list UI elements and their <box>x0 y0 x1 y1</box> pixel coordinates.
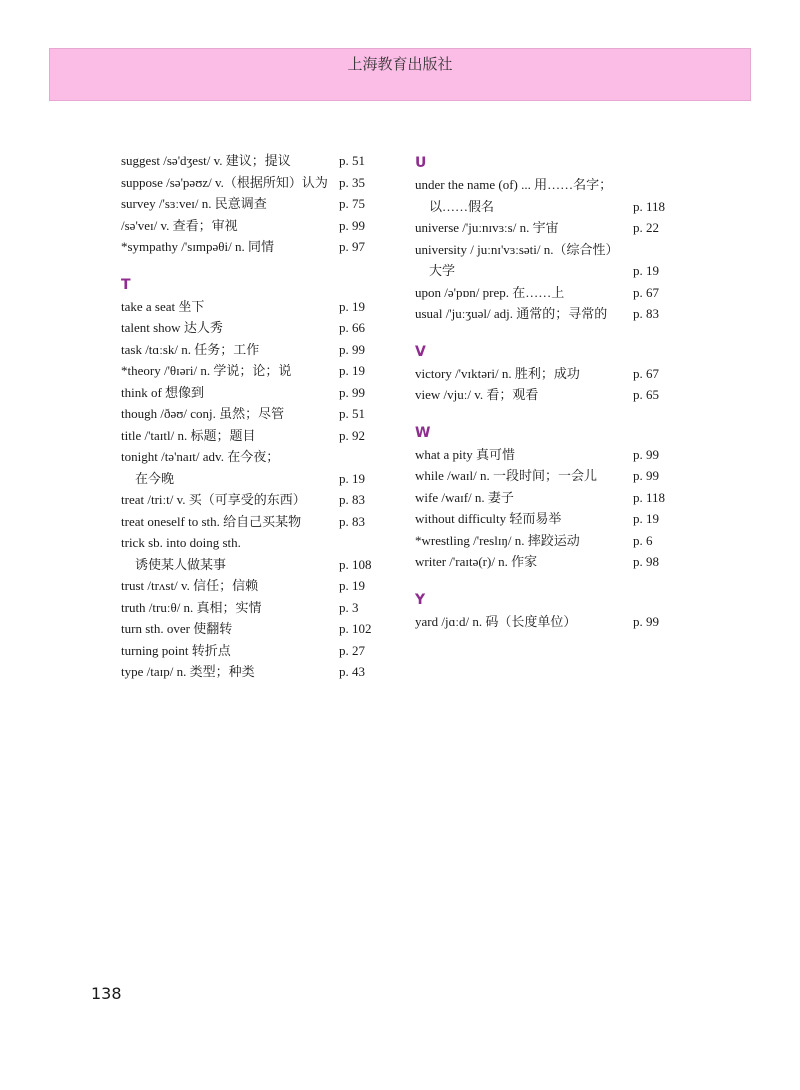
glossary-entry <box>121 403 381 425</box>
glossary-entry <box>415 174 675 217</box>
entry-headword: without difficulty 轻而易举 <box>415 511 562 526</box>
glossary-left-column <box>121 150 381 683</box>
glossary-entry <box>415 487 675 509</box>
entry-page-ref: p. 19 <box>633 511 659 526</box>
glossary-entry <box>415 611 675 633</box>
entry-page-ref: p. 66 <box>339 320 365 335</box>
header-banner <box>49 48 751 101</box>
entry-continuation: 大学 <box>429 263 456 278</box>
entry-page-ref: p. 75 <box>339 196 365 211</box>
entry-headword: tonight /tə'naɪt/ adv. 在今夜； <box>121 449 280 464</box>
entry-headword: take a seat 坐下 <box>121 298 205 314</box>
entry-page-ref: p. 35 <box>339 174 365 190</box>
glossary-entry <box>121 640 381 662</box>
glossary-entry <box>121 236 381 258</box>
glossary-entry <box>121 172 381 194</box>
entry-headword: victory /'vɪktəri/ n. 胜利；成功 <box>415 365 580 381</box>
glossary-entry <box>415 363 675 385</box>
entry-page-ref: p. 27 <box>339 642 365 658</box>
glossary-right-column <box>415 150 675 632</box>
entry-headword: what a pity 真可惜 <box>415 446 516 462</box>
entry-page-ref: p. 19 <box>339 363 365 378</box>
glossary-entry <box>415 508 675 530</box>
entry-page-ref: p. 99 <box>633 468 659 483</box>
section-letter: T <box>121 276 131 293</box>
glossary-entry <box>121 296 381 318</box>
entry-page-ref: p. 99 <box>633 613 659 629</box>
entry-page-ref: p. 6 <box>633 532 653 548</box>
glossary-entry <box>121 446 381 489</box>
entry-continuation: 在今晚 <box>135 470 175 486</box>
entry-page-ref: p. 97 <box>339 239 365 254</box>
glossary-entry <box>121 382 381 404</box>
entry-headword: type /taɪp/ n. 类型；种类 <box>121 664 255 679</box>
entry-headword: /sə'veɪ/ v. 查看；审视 <box>121 217 238 233</box>
entry-headword: trust /trʌst/ v. 信任；信赖 <box>121 578 259 593</box>
entry-headword: survey /'sɜːveɪ/ n. 民意调查 <box>121 196 267 211</box>
entry-headword: wife /waɪf/ n. 妻子 <box>415 489 514 505</box>
entry-page-ref: p. 102 <box>339 621 372 636</box>
section-letter: Y <box>415 591 426 608</box>
entry-page-ref: p. 99 <box>633 446 659 462</box>
glossary-entry <box>121 425 381 447</box>
entry-page-ref: p. 51 <box>339 406 365 421</box>
page-number: 138 <box>91 984 122 1003</box>
entry-headword: turn sth. over 使翻转 <box>121 621 233 636</box>
glossary-entry <box>415 530 675 552</box>
glossary-entry <box>121 489 381 511</box>
entry-headword: treat oneself to sth. 给自己买某物 <box>121 513 302 529</box>
entry-page-ref: p. 43 <box>339 664 365 679</box>
entry-page-ref: p. 19 <box>339 298 365 314</box>
glossary-entry <box>415 217 675 239</box>
glossary-entry <box>121 215 381 237</box>
glossary-entry <box>121 317 381 339</box>
glossary-entry <box>121 360 381 382</box>
glossary-entry <box>415 303 675 325</box>
entry-headword: suppose /sə'pəʊz/ v.（根据所知）认为 <box>121 174 328 190</box>
glossary-entry <box>415 239 675 282</box>
entry-page-ref: p. 99 <box>339 384 365 400</box>
entry-continuation: 诱使某人做某事 <box>135 556 227 572</box>
glossary-entry <box>415 551 675 573</box>
section-letter: W <box>415 424 431 441</box>
glossary-entry <box>121 575 381 597</box>
glossary-entry <box>121 339 381 361</box>
entry-page-ref: p. 98 <box>633 554 659 569</box>
section-letter: V <box>415 343 426 360</box>
entry-page-ref: p. 99 <box>339 341 365 357</box>
entry-page-ref: p. 19 <box>339 578 365 593</box>
glossary-entry <box>121 597 381 619</box>
entry-page-ref: p. 92 <box>339 427 365 443</box>
entry-headword: treat /triːt/ v. 买（可享受的东西） <box>121 492 306 507</box>
entry-page-ref: p. 108 <box>339 556 372 572</box>
entry-headword: title /'taɪtl/ n. 标题；题目 <box>121 427 256 443</box>
entry-headword: universe /'juːnɪvɜːs/ n. 宇宙 <box>415 220 559 235</box>
entry-headword: task /tɑːsk/ n. 任务；工作 <box>121 341 260 357</box>
entry-headword: under the name (of) ... 用……名字； <box>415 177 613 192</box>
entry-page-ref: p. 67 <box>633 365 659 381</box>
entry-headword: *wrestling /'reslɪŋ/ n. 摔跤运动 <box>415 532 580 548</box>
entry-page-ref: p. 83 <box>633 306 659 321</box>
entry-headword: turning point 转折点 <box>121 642 231 658</box>
entry-headword: usual /'juːʒuəl/ adj. 通常的；寻常的 <box>415 306 608 321</box>
entry-headword: *sympathy /'sɪmpəθi/ n. 同情 <box>121 239 275 254</box>
entry-page-ref: p. 19 <box>633 263 659 278</box>
entry-headword: suggest /sə'dʒest/ v. 建议；提议 <box>121 153 291 168</box>
entry-page-ref: p. 3 <box>339 599 359 615</box>
entry-headword: writer /'raɪtə(r)/ n. 作家 <box>415 554 538 569</box>
entry-page-ref: p. 99 <box>339 217 365 233</box>
entry-page-ref: p. 22 <box>633 220 659 235</box>
entry-headword: university / juːnɪ'vɜːsəti/ n.（综合性） <box>415 241 619 257</box>
entry-headword: truth /truːθ/ n. 真相；实情 <box>121 599 262 615</box>
glossary-entry <box>121 661 381 683</box>
glossary-entry <box>415 282 675 304</box>
entry-headword: think of 想像到 <box>121 384 205 400</box>
entry-headword: trick sb. into doing sth. <box>121 535 241 550</box>
glossary-entry <box>415 465 675 487</box>
entry-headword: though /ðəʊ/ conj. 虽然；尽管 <box>121 406 285 421</box>
glossary-entry <box>121 618 381 640</box>
entry-page-ref: p. 118 <box>633 198 666 214</box>
glossary-entry <box>415 444 675 466</box>
entry-headword: while /waɪl/ n. 一段时间；一会儿 <box>415 468 597 483</box>
glossary-entry <box>121 532 381 575</box>
entry-headword: upon /ə'pɒn/ prep. 在……上 <box>415 284 565 300</box>
glossary-entry <box>121 511 381 533</box>
entry-headword: *theory /'θɪəri/ n. 学说；论；说 <box>121 363 292 378</box>
entry-page-ref: p. 51 <box>339 153 365 168</box>
entry-page-ref: p. 83 <box>339 513 365 529</box>
entry-page-ref: p. 19 <box>339 470 365 486</box>
glossary-entry <box>121 193 381 215</box>
section-letter: U <box>415 155 427 171</box>
entry-continuation: 以……假名 <box>429 198 495 214</box>
publisher-name: 上海教育出版社 <box>347 55 453 73</box>
entry-page-ref: p. 65 <box>633 387 659 402</box>
glossary-entry <box>415 384 675 406</box>
entry-headword: talent show 达人秀 <box>121 320 223 335</box>
entry-page-ref: p. 83 <box>339 492 365 507</box>
glossary-entry <box>121 150 381 172</box>
entry-headword: view /vjuː/ v. 看；观看 <box>415 387 539 402</box>
entry-page-ref: p. 118 <box>633 489 666 505</box>
entry-page-ref: p. 67 <box>633 284 659 300</box>
entry-headword: yard /jɑːd/ n. 码（长度单位） <box>415 613 577 629</box>
